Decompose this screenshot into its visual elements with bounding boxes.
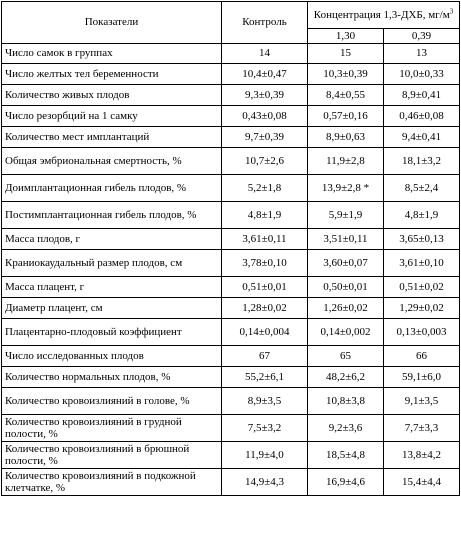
row-conc-1: 10,3±0,39	[308, 64, 384, 85]
row-conc-2: 13	[384, 44, 460, 64]
row-conc-2: 9,1±3,5	[384, 388, 460, 415]
table-row	[2, 277, 460, 298]
row-control: 67	[222, 346, 308, 367]
row-conc-2: 66	[384, 346, 460, 367]
row-conc-1: 1,26±0,02	[308, 298, 384, 319]
row-control: 1,28±0,02	[222, 298, 308, 319]
row-name: Доимплантационная гибель плодов, %	[2, 175, 222, 202]
row-name: Число самок в группах	[2, 44, 222, 64]
row-control: 9,7±0,39	[222, 127, 308, 148]
row-name: Количество кровоизлияний в брюшной полости, %	[2, 442, 222, 469]
row-control: 0,43±0,08	[222, 106, 308, 127]
row-control: 0,14±0,004	[222, 319, 308, 346]
row-control: 14,9±4,3	[222, 469, 308, 496]
row-name: Общая эмбриональная смертность, %	[2, 148, 222, 175]
table-row	[2, 346, 460, 367]
header-row	[2, 2, 460, 29]
row-name: Количество кровоизлияний в подкожной клетчатке, %	[2, 469, 222, 496]
row-name: Краниокаудальный размер плодов, см	[2, 250, 222, 277]
table-row	[2, 298, 460, 319]
row-control: 55,2±6,1	[222, 367, 308, 388]
row-control: 3,78±0,10	[222, 250, 308, 277]
row-control: 10,7±2,6	[222, 148, 308, 175]
row-name: Количество живых плодов	[2, 85, 222, 106]
row-conc-1: 65	[308, 346, 384, 367]
row-name: Число исследованных плодов	[2, 346, 222, 367]
row-conc-2: 59,1±6,0	[384, 367, 460, 388]
row-conc-1: 9,2±3,6	[308, 415, 384, 442]
header-control: Контроль	[222, 2, 308, 44]
header-conc-2: 0,39	[384, 29, 460, 44]
row-control: 4,8±1,9	[222, 202, 308, 229]
row-control: 11,9±4,0	[222, 442, 308, 469]
row-conc-1: 0,14±0,002	[308, 319, 384, 346]
row-conc-2: 3,61±0,10	[384, 250, 460, 277]
row-conc-2: 4,8±1,9	[384, 202, 460, 229]
row-conc-2: 8,9±0,41	[384, 85, 460, 106]
header-concentration	[308, 2, 460, 29]
row-conc-1: 3,60±0,07	[308, 250, 384, 277]
row-conc-1: 18,5±4,8	[308, 442, 384, 469]
table-row	[2, 229, 460, 250]
row-conc-1: 3,51±0,11	[308, 229, 384, 250]
row-conc-2: 13,8±4,2	[384, 442, 460, 469]
row-conc-2: 7,7±3,3	[384, 415, 460, 442]
table-row	[2, 148, 460, 175]
row-conc-2: 0,13±0,003	[384, 319, 460, 346]
row-name: Количество кровоизлияний в голове, %	[2, 388, 222, 415]
table-row	[2, 250, 460, 277]
row-conc-2: 15,4±4,4	[384, 469, 460, 496]
row-name: Диаметр плацент, см	[2, 298, 222, 319]
row-conc-2: 0,51±0,02	[384, 277, 460, 298]
row-conc-2: 18,1±3,2	[384, 148, 460, 175]
row-name: Количество мест имплантаций	[2, 127, 222, 148]
row-conc-1: 11,9±2,8	[308, 148, 384, 175]
row-conc-1: 8,9±0,63	[308, 127, 384, 148]
row-name: Масса плодов, г	[2, 229, 222, 250]
row-conc-1: 15	[308, 44, 384, 64]
row-conc-2: 10,0±0,33	[384, 64, 460, 85]
row-conc-2: 0,46±0,08	[384, 106, 460, 127]
row-control: 14	[222, 44, 308, 64]
table-row	[2, 127, 460, 148]
table-row	[2, 64, 460, 85]
results-table	[1, 1, 460, 496]
row-conc-2: 3,65±0,13	[384, 229, 460, 250]
row-conc-1: 10,8±3,8	[308, 388, 384, 415]
table-row	[2, 202, 460, 229]
row-control: 9,3±0,39	[222, 85, 308, 106]
row-name: Количество нормальных плодов, %	[2, 367, 222, 388]
header-concentration-text: Концентрация 1,3-ДХБ, мг/м	[313, 8, 450, 21]
table-row	[2, 367, 460, 388]
header-concentration-sup: 3	[449, 7, 454, 16]
row-conc-1: 0,50±0,01	[308, 277, 384, 298]
table-row	[2, 469, 460, 496]
row-name: Количество кровоизлияний в грудной полости, %	[2, 415, 222, 442]
row-conc-2: 8,5±2,4	[384, 175, 460, 202]
row-control: 0,51±0,01	[222, 277, 308, 298]
table-row	[2, 85, 460, 106]
row-name: Число резорбций на 1 самку	[2, 106, 222, 127]
table-row	[2, 442, 460, 469]
table-row	[2, 415, 460, 442]
row-conc-1: 13,9±2,8 *	[308, 175, 384, 202]
row-conc-2: 9,4±0,41	[384, 127, 460, 148]
row-control: 10,4±0,47	[222, 64, 308, 85]
table-row	[2, 175, 460, 202]
table-row	[2, 388, 460, 415]
row-control: 3,61±0,11	[222, 229, 308, 250]
row-conc-1: 16,9±4,6	[308, 469, 384, 496]
row-conc-2: 1,29±0,02	[384, 298, 460, 319]
row-name: Масса плацент, г	[2, 277, 222, 298]
row-control: 8,9±3,5	[222, 388, 308, 415]
row-name: Число желтых тел беременности	[2, 64, 222, 85]
row-control: 7,5±3,2	[222, 415, 308, 442]
row-conc-1: 48,2±6,2	[308, 367, 384, 388]
table-row	[2, 319, 460, 346]
row-name: Постимплантационная гибель плодов, %	[2, 202, 222, 229]
row-name: Плацентарно-плодовый коэффициент	[2, 319, 222, 346]
header-indicator: Показатели	[2, 2, 222, 44]
row-conc-1: 5,9±1,9	[308, 202, 384, 229]
table-row	[2, 106, 460, 127]
row-conc-1: 8,4±0,55	[308, 85, 384, 106]
row-control: 5,2±1,8	[222, 175, 308, 202]
row-conc-1: 0,57±0,16	[308, 106, 384, 127]
header-conc-1: 1,30	[308, 29, 384, 44]
table-row	[2, 44, 460, 64]
